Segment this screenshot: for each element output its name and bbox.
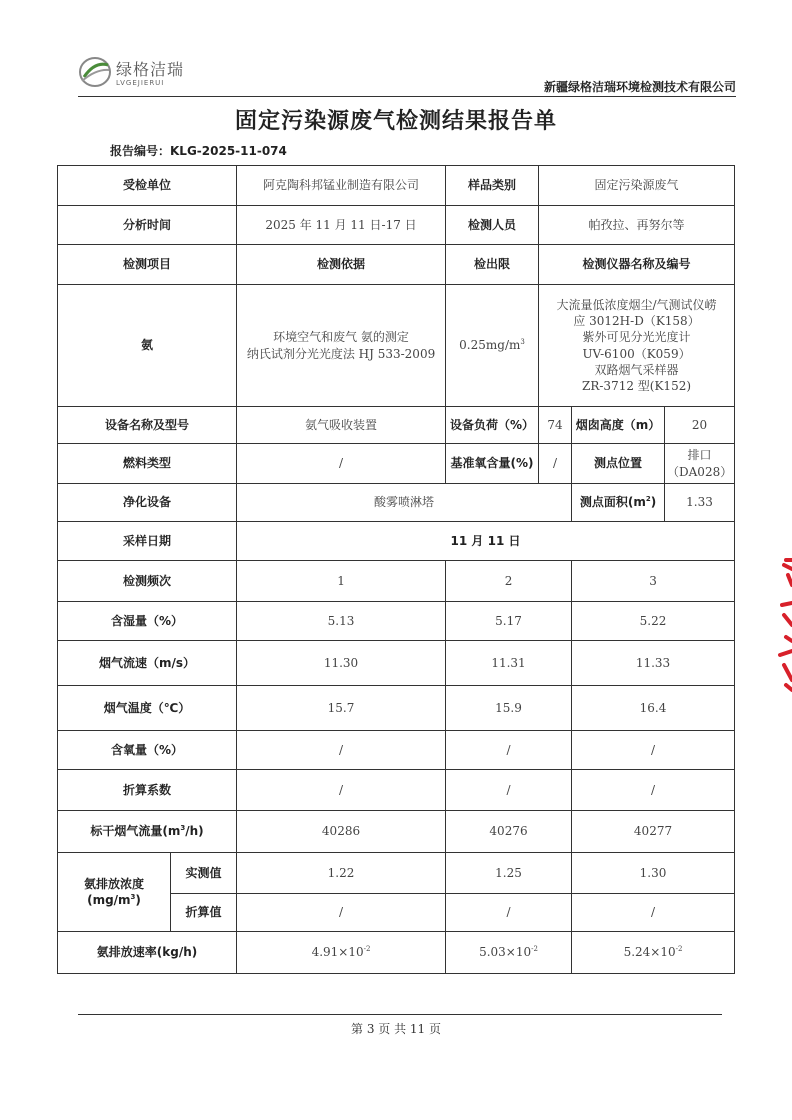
oxygen-value: / (446, 731, 572, 770)
velocity-value: 11.31 (446, 641, 572, 686)
temp-value: 15.9 (446, 686, 572, 731)
table-row (58, 522, 735, 561)
sample-type-value: 固定污染源废气 (539, 166, 735, 206)
flow-value: 40277 (572, 811, 735, 853)
tester-label: 检测人员 (446, 206, 539, 245)
factor-value: / (446, 770, 572, 811)
logo-swoosh-icon (78, 55, 112, 89)
table-row (58, 811, 735, 853)
basis-label: 检测依据 (237, 245, 446, 285)
moisture-label: 含湿量（%） (58, 602, 237, 641)
page-title: 固定污染源废气检测结果报告单 (234, 109, 557, 134)
fuel-label: 燃料类型 (58, 444, 237, 484)
moisture-value: 5.13 (237, 602, 446, 641)
logo-subtext: LVGEJIERUI (116, 79, 165, 87)
tester-value: 帕孜拉、再努尔等 (539, 206, 735, 245)
velocity-value: 11.30 (237, 641, 446, 686)
results-table (57, 165, 735, 974)
oxygen-label: 含氧量（%） (58, 731, 237, 770)
measured-value: 1.30 (572, 853, 735, 894)
moisture-value: 5.22 (572, 602, 735, 641)
instrument-label: 检测仪器名称及编号 (539, 245, 735, 285)
equipment-label: 设备名称及型号 (58, 407, 237, 444)
page-number: 第 3 页 共 11 页 (351, 1022, 441, 1036)
table-row (58, 731, 735, 770)
rate-value: $5.03\times 10^{-2}$ (446, 932, 572, 974)
analysis-time-value: 2025 年 11 月 11 日-17 日 (237, 206, 446, 245)
converted-value: / (572, 894, 735, 932)
concentration-label: 氨排放浓度 $(mg/m^3)$ (58, 853, 171, 932)
basis-value (237, 285, 446, 407)
factor-value: / (572, 770, 735, 811)
table-row (58, 686, 735, 731)
table-row (58, 561, 735, 602)
table-row (58, 407, 735, 444)
area-label: 测点面积$(m^2)$ (572, 484, 665, 522)
temp-label: 烟气温度（℃） (58, 686, 237, 731)
table-row (58, 853, 735, 894)
stack-height-label: 烟囱高度（m） (572, 407, 665, 444)
logo-text: 绿格洁瑞 (116, 60, 185, 79)
table-row (58, 166, 735, 206)
velocity-value: 11.33 (572, 641, 735, 686)
table-row (58, 602, 735, 641)
flow-value: 40286 (237, 811, 446, 853)
measured-value: 1.22 (237, 853, 446, 894)
instrument-line: 大流量低浓度烟尘/气测试仪崂 (556, 297, 717, 312)
oxygen-ref-value: / (539, 444, 572, 484)
basis-line: 纳氏试剂分光光度法 HJ 533-2009 (246, 346, 436, 361)
analysis-time-label: 分析时间 (58, 206, 237, 245)
limit-value: $0.25mg/m^3$ (446, 285, 539, 407)
footer-divider (78, 1014, 722, 1015)
purify-value: 酸雾喷淋塔 (237, 484, 572, 522)
table-row (58, 444, 735, 484)
velocity-label: 烟气流速（m/s） (58, 641, 237, 686)
table-row (58, 285, 735, 407)
factor-label: 折算系数 (58, 770, 237, 811)
flow-value: 40276 (446, 811, 572, 853)
freq-value: 1 (237, 561, 446, 602)
temp-value: 16.4 (572, 686, 735, 731)
point-value: 排口 （DA028） (665, 444, 735, 484)
table-row (58, 206, 735, 245)
flow-label: 标干烟气流量$(m^3/h)$ (58, 811, 237, 853)
header-divider (78, 96, 736, 97)
measured-label: 实测值 (171, 853, 237, 894)
factor-value: / (237, 770, 446, 811)
freq-label: 检测频次 (58, 561, 237, 602)
oxygen-value: / (237, 731, 446, 770)
table-row (58, 484, 735, 522)
instrument-line: UV-6100（K059） (582, 346, 691, 361)
load-value: 74 (539, 407, 572, 444)
measured-value: 1.25 (446, 853, 572, 894)
rate-label: 氨排放速率(kg/h) (58, 932, 237, 974)
client-label: 受检单位 (58, 166, 237, 206)
oxygen-ref-label: 基准氧含量(%) (446, 444, 539, 484)
rate-value: $4.91\times 10^{-2}$ (237, 932, 446, 974)
instrument-line: 紫外可见分光光度计 (582, 330, 691, 345)
table-row (58, 932, 735, 974)
freq-value: 2 (446, 561, 572, 602)
converted-value: / (446, 894, 572, 932)
sample-date-label: 采样日期 (58, 522, 237, 561)
report-number: 报告编号：KLG-2025-11-074 (110, 144, 287, 158)
area-value: 1.33 (665, 484, 735, 522)
item-label: 检测项目 (58, 245, 237, 285)
fuel-value: / (237, 444, 446, 484)
basis-line: 环境空气和废气 氨的测定 (273, 330, 409, 345)
company-name: 新疆绿格洁瑞环境检测技术有限公司 (543, 80, 736, 94)
load-label: 设备负荷（%） (446, 407, 539, 444)
instrument-list (539, 285, 735, 407)
client-value: 阿克陶科邦锰业制造有限公司 (237, 166, 446, 206)
stack-height-value: 20 (665, 407, 735, 444)
converted-value: / (237, 894, 446, 932)
limit-label: 检出限 (446, 245, 539, 285)
seal-stamp-icon (766, 555, 792, 695)
point-label: 测点位置 (572, 444, 665, 484)
table-row (58, 245, 735, 285)
table-row (58, 641, 735, 686)
instrument-line: 双路烟气采样器 (594, 362, 679, 377)
oxygen-value: / (572, 731, 735, 770)
equipment-value: 氨气吸收装置 (237, 407, 446, 444)
instrument-line: ZR-3712 型(K152) (582, 378, 692, 393)
instrument-line: 应 3012H-D（K158） (573, 314, 700, 329)
temp-value: 15.7 (237, 686, 446, 731)
table-row (58, 770, 735, 811)
sample-date-value: 11 月 11 日 (237, 522, 735, 561)
purify-label: 净化设备 (58, 484, 237, 522)
rate-value: $5.24\times 10^{-2}$ (572, 932, 735, 974)
freq-value: 3 (572, 561, 735, 602)
moisture-value: 5.17 (446, 602, 572, 641)
sample-type-label: 样品类别 (446, 166, 539, 206)
company-logo (78, 55, 198, 95)
item-value: 氨 (58, 285, 237, 407)
converted-label: 折算值 (171, 894, 237, 932)
